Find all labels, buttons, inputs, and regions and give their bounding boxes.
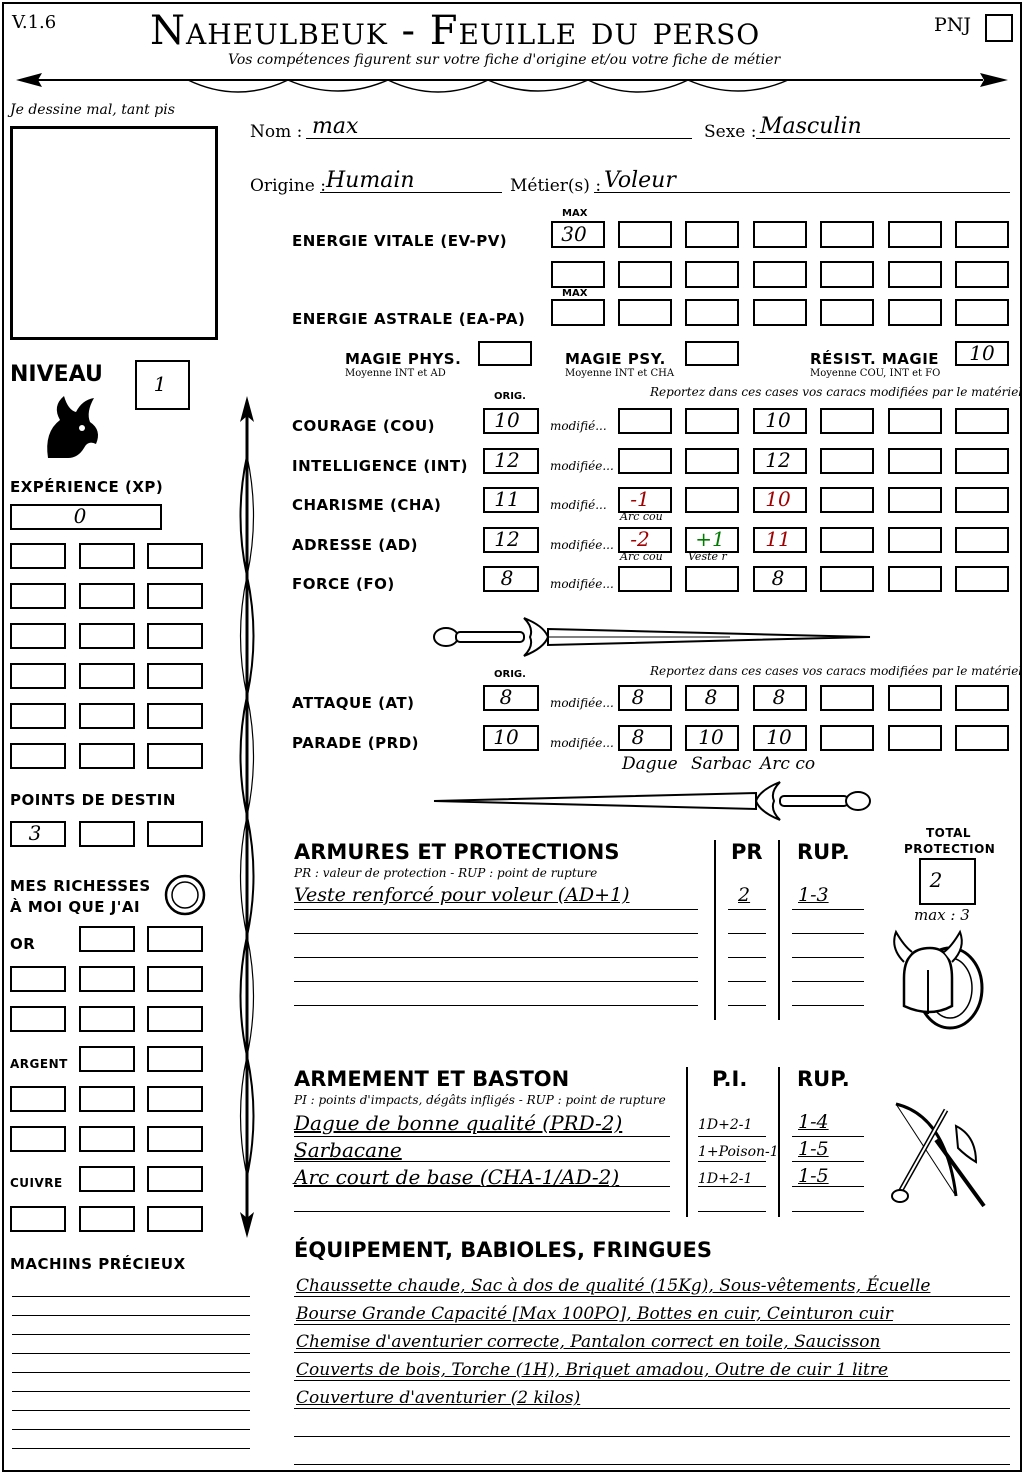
arme-pi-line[interactable] xyxy=(698,1136,766,1137)
ev-box[interactable] xyxy=(888,261,942,288)
ea-box[interactable] xyxy=(820,299,874,326)
cuivre-label: CUIVRE xyxy=(10,1176,63,1190)
machins-line[interactable] xyxy=(12,1410,250,1411)
sexe-value[interactable]: Masculin xyxy=(760,114,862,139)
ev-box[interactable] xyxy=(955,221,1009,248)
arme-rup[interactable]: 1-5 xyxy=(798,1138,829,1160)
ea-box[interactable] xyxy=(753,299,807,326)
ev-box[interactable] xyxy=(685,221,739,248)
equipement-line[interactable] xyxy=(294,1408,1010,1409)
armure-line[interactable] xyxy=(294,957,698,958)
xp-box[interactable] xyxy=(147,583,203,609)
money-box[interactable] xyxy=(10,1206,66,1232)
combat-mod-1[interactable]: 8 xyxy=(631,685,645,709)
xp-box[interactable] xyxy=(10,623,66,649)
carac-mod-box[interactable] xyxy=(820,566,874,592)
carac-mod-3[interactable]: 8 xyxy=(771,566,785,590)
metier-label: Métier(s) : xyxy=(510,176,602,196)
armure-rup[interactable]: 1-3 xyxy=(798,884,829,906)
carac-mod-box[interactable] xyxy=(618,566,672,592)
arme-pi[interactable]: 1+Poison-1 xyxy=(698,1144,779,1160)
xp-box[interactable] xyxy=(79,623,135,649)
carac-orig-value[interactable]: 10 xyxy=(494,408,520,432)
destin-label: POINTS DE DESTIN xyxy=(10,791,176,809)
armure-rup-line[interactable] xyxy=(792,909,864,910)
niveau-value[interactable]: 1 xyxy=(153,372,167,396)
armure-pr-line[interactable] xyxy=(728,981,766,982)
armement-divider xyxy=(778,1067,780,1217)
ea-box[interactable] xyxy=(551,299,605,326)
arme-pi-line[interactable] xyxy=(698,1161,766,1162)
money-box[interactable] xyxy=(79,966,135,992)
armure-line[interactable] xyxy=(294,933,698,934)
carac-mod-box[interactable] xyxy=(888,408,942,434)
sword-icon xyxy=(430,614,876,660)
xp-label: EXPÉRIENCE (XP) xyxy=(10,478,164,496)
carac-orig-value[interactable]: 11 xyxy=(494,487,520,511)
combat-mod-1[interactable]: 8 xyxy=(631,725,645,749)
carac-mod-box[interactable] xyxy=(888,448,942,474)
weapon-note: Dague xyxy=(622,754,678,774)
sexe-label: Sexe : xyxy=(704,122,757,142)
equipement-text[interactable]: Chaussette chaude, Sac à dos de qualité (15Kg), Sous-vêtements, Écuelle xyxy=(296,1276,931,1296)
magie-phys-note: Moyenne INT et AD xyxy=(345,368,446,379)
origine-value[interactable]: Humain xyxy=(326,168,415,193)
richesses-label-2: À MOI QUE J'AI xyxy=(10,898,141,916)
carac-mod-box[interactable] xyxy=(955,527,1009,553)
machins-line[interactable] xyxy=(12,1296,250,1297)
money-box[interactable] xyxy=(147,1046,203,1072)
ev-box[interactable] xyxy=(753,261,807,288)
pnj-checkbox[interactable] xyxy=(985,14,1013,42)
resist-magie-note: Moyenne COU, INT et FO xyxy=(810,368,941,379)
armures-divider xyxy=(714,840,716,1020)
money-box[interactable] xyxy=(79,926,135,952)
carac-mod-box[interactable] xyxy=(820,408,874,434)
total-protection-label-2: PROTECTION xyxy=(904,842,996,856)
xp-box[interactable] xyxy=(10,663,66,689)
money-box[interactable] xyxy=(79,1206,135,1232)
carac-mod-2[interactable]: +1 xyxy=(695,527,725,551)
combat-modif-label: modifiée... xyxy=(550,736,614,750)
origine-label: Origine : xyxy=(250,176,326,196)
armures-title: ARMURES ET PROTECTIONS xyxy=(294,840,620,864)
combat-mod-box[interactable] xyxy=(888,685,942,711)
carac-mod-3[interactable]: 12 xyxy=(765,448,791,472)
weapon-note: Arc co xyxy=(760,754,816,774)
equipement-text[interactable]: Couverts de bois, Torche (1H), Briquet amadou, Outre de cuir 1 litre xyxy=(296,1360,889,1380)
total-protection-label-1: TOTAL xyxy=(926,826,972,840)
ev-box[interactable] xyxy=(551,261,605,288)
armure-pr-line[interactable] xyxy=(728,957,766,958)
portrait-caption: Je dessine mal, tant pis xyxy=(10,102,175,118)
combat-label: ATTAQUE (AT) xyxy=(292,694,415,712)
money-box[interactable] xyxy=(147,1166,203,1192)
dragon-icon xyxy=(38,392,104,462)
combat-orig-value[interactable]: 10 xyxy=(493,725,519,749)
carac-mod-box[interactable] xyxy=(685,566,739,592)
carac-mod-box[interactable] xyxy=(820,448,874,474)
helmet-shield-icon xyxy=(890,928,990,1036)
total-protection-max: max : 3 xyxy=(914,906,970,924)
xp-box[interactable] xyxy=(79,663,135,689)
argent-label: ARGENT xyxy=(10,1057,68,1071)
xp-box[interactable] xyxy=(147,623,203,649)
carac-mod-box[interactable] xyxy=(820,527,874,553)
arme-rup-line[interactable] xyxy=(792,1161,864,1162)
pi-label: P.I. xyxy=(712,1067,748,1091)
machins-line[interactable] xyxy=(12,1391,250,1392)
combat-label: PARADE (PRD) xyxy=(292,734,420,752)
ev-box[interactable] xyxy=(618,261,672,288)
carac-mod-box[interactable] xyxy=(618,448,672,474)
carac-modif-label: modifié... xyxy=(550,498,607,512)
caracs-orig-label: ORIG. xyxy=(494,391,526,402)
arme-line[interactable] xyxy=(294,1136,670,1137)
armure-rup-line[interactable] xyxy=(792,981,864,982)
armure-pr-line[interactable] xyxy=(728,909,766,910)
combat-mod-3[interactable]: 8 xyxy=(772,685,786,709)
arme-pi[interactable]: 1D+2-1 xyxy=(698,1171,753,1187)
money-box[interactable] xyxy=(147,966,203,992)
xp-box[interactable] xyxy=(147,543,203,569)
magie-phys-box[interactable] xyxy=(478,341,532,366)
xp-box[interactable] xyxy=(10,583,66,609)
version: V.1.6 xyxy=(12,12,57,33)
money-box[interactable] xyxy=(10,1126,66,1152)
combat-mod-box[interactable] xyxy=(955,685,1009,711)
arme-name[interactable]: Dague de bonne qualité (PRD-2) xyxy=(294,1111,623,1135)
money-box[interactable] xyxy=(79,1086,135,1112)
pnj-label: PNJ xyxy=(934,14,972,36)
armure-rup-line[interactable] xyxy=(792,957,864,958)
armure-rup-line[interactable] xyxy=(792,1005,864,1006)
combat-mod-3[interactable]: 10 xyxy=(766,725,792,749)
carac-orig-value[interactable]: 12 xyxy=(494,527,520,551)
arme-rup[interactable]: 1-5 xyxy=(798,1165,829,1187)
money-box[interactable] xyxy=(147,1086,203,1112)
machins-label: MACHINS PRÉCIEUX xyxy=(10,1255,186,1273)
carac-mod-3[interactable]: 10 xyxy=(765,487,791,511)
ev-value[interactable]: 30 xyxy=(561,222,587,246)
xp-box[interactable] xyxy=(79,583,135,609)
nom-line xyxy=(306,134,692,139)
machins-line[interactable] xyxy=(12,1334,250,1335)
xp-box[interactable] xyxy=(147,743,203,769)
arme-rup-line[interactable] xyxy=(792,1211,864,1212)
resist-magie-label: RÉSIST. MAGIE xyxy=(810,350,940,368)
arme-rup-line[interactable] xyxy=(792,1136,864,1137)
equipement-text[interactable]: Bourse Grande Capacité [Max 100PO], Bottes en cuir, Ceinturon cuir xyxy=(296,1304,893,1324)
money-box[interactable] xyxy=(147,1126,203,1152)
equipement-line[interactable] xyxy=(294,1296,1010,1297)
carac-label: CHARISME (CHA) xyxy=(292,496,442,514)
arme-pi[interactable]: 1D+2-1 xyxy=(698,1117,753,1133)
armure-line[interactable] xyxy=(294,1005,698,1006)
nom-label: Nom : xyxy=(250,122,303,142)
armement-rup-label: RUP. xyxy=(797,1067,850,1091)
ea-label: ENERGIE ASTRALE (EA-PA) xyxy=(292,310,526,328)
carac-modif-label: modifiée... xyxy=(550,577,614,591)
combat-mod-2[interactable]: 10 xyxy=(698,725,724,749)
arme-line[interactable] xyxy=(294,1211,670,1212)
carac-modif-label: modifiée... xyxy=(550,538,614,552)
carac-mod-box[interactable] xyxy=(685,408,739,434)
portrait-box[interactable] xyxy=(10,126,218,340)
money-box[interactable] xyxy=(147,926,203,952)
money-box[interactable] xyxy=(79,1046,135,1072)
carac-note-1: Arc cou xyxy=(620,510,663,523)
ev-box[interactable] xyxy=(820,221,874,248)
xp-value[interactable]: 0 xyxy=(73,504,87,528)
or-label: OR xyxy=(10,935,36,953)
total-protection-value[interactable]: 2 xyxy=(929,868,943,892)
destin-box-3[interactable] xyxy=(147,821,203,847)
armures-note: PR : valeur de protection - RUP : point de rupture xyxy=(294,866,598,880)
magie-psy-label: MAGIE PSY. xyxy=(565,350,666,368)
combat-mod-box[interactable] xyxy=(820,685,874,711)
combat-modif-label: modifiée... xyxy=(550,696,614,710)
carac-mod-box[interactable] xyxy=(685,487,739,513)
armement-divider xyxy=(686,1067,688,1217)
spear-icon xyxy=(232,396,262,1238)
carac-mod-box[interactable] xyxy=(955,487,1009,513)
machins-line[interactable] xyxy=(12,1353,250,1354)
combat-mod-box[interactable] xyxy=(955,725,1009,751)
ea-box[interactable] xyxy=(955,299,1009,326)
armure-rup-line[interactable] xyxy=(792,933,864,934)
ev-max-label: MAX xyxy=(562,208,588,219)
carac-mod-1[interactable]: -1 xyxy=(630,487,650,511)
carac-mod-box[interactable] xyxy=(955,408,1009,434)
carac-modif-label: modifiée... xyxy=(550,459,614,473)
money-box[interactable] xyxy=(10,1086,66,1112)
carac-mod-box[interactable] xyxy=(888,527,942,553)
xp-box[interactable] xyxy=(79,743,135,769)
machins-line[interactable] xyxy=(12,1429,250,1430)
resist-magie-value[interactable]: 10 xyxy=(969,341,995,365)
destin-box-2[interactable] xyxy=(79,821,135,847)
money-box[interactable] xyxy=(10,1006,66,1032)
weapon-note: Sarbac xyxy=(691,754,752,774)
combat-orig-value[interactable]: 8 xyxy=(499,685,513,709)
money-box[interactable] xyxy=(10,966,66,992)
armement-title: ARMEMENT ET BASTON xyxy=(294,1067,570,1091)
page-subtitle: Vos compétences figurent sur votre fiche d'origine et/ou votre fiche de métier xyxy=(228,52,781,68)
pr-label: PR xyxy=(731,840,763,864)
carac-mod-box[interactable] xyxy=(618,408,672,434)
arme-name[interactable]: Arc court de base (CHA-1/AD-2) xyxy=(294,1165,620,1189)
money-box[interactable] xyxy=(79,1006,135,1032)
equipement-title: ÉQUIPEMENT, BABIOLES, FRINGUES xyxy=(294,1238,712,1262)
destin-value[interactable]: 3 xyxy=(28,821,42,845)
money-box[interactable] xyxy=(79,1166,135,1192)
carac-note-1: Arc cou xyxy=(620,550,663,563)
xp-box[interactable] xyxy=(10,703,66,729)
armure-line[interactable] xyxy=(294,981,698,982)
combat-mod-2[interactable]: 8 xyxy=(704,685,718,709)
ea-box[interactable] xyxy=(685,299,739,326)
money-box[interactable] xyxy=(147,1006,203,1032)
machins-line[interactable] xyxy=(12,1372,250,1373)
xp-box[interactable] xyxy=(79,543,135,569)
machins-line[interactable] xyxy=(12,1448,250,1449)
carac-orig-value[interactable]: 8 xyxy=(500,566,514,590)
nom-value[interactable]: max xyxy=(312,114,359,139)
carac-mod-3[interactable]: 11 xyxy=(765,527,791,551)
armures-divider xyxy=(778,840,780,1020)
carac-label: INTELLIGENCE (INT) xyxy=(292,457,468,475)
carac-mod-box[interactable] xyxy=(955,566,1009,592)
richesses-label-1: MES RICHESSES xyxy=(10,877,151,895)
ev-box[interactable] xyxy=(685,261,739,288)
weapons-icon xyxy=(886,1096,992,1212)
ev-box[interactable] xyxy=(618,221,672,248)
sword-icon xyxy=(430,778,876,824)
ev-label: ENERGIE VITALE (EV-PV) xyxy=(292,232,508,250)
ev-box[interactable] xyxy=(888,221,942,248)
carac-mod-box[interactable] xyxy=(685,448,739,474)
magie-phys-label: MAGIE PHYS. xyxy=(345,350,462,368)
carac-label: COURAGE (COU) xyxy=(292,417,436,435)
carac-mod-box[interactable] xyxy=(888,566,942,592)
machins-line[interactable] xyxy=(12,1315,250,1316)
arme-name[interactable]: Sarbacane xyxy=(294,1138,402,1162)
niveau-label: NIVEAU xyxy=(10,362,103,387)
carac-label: ADRESSE (AD) xyxy=(292,536,419,554)
armure-name[interactable]: Veste renforcé pour voleur (AD+1) xyxy=(294,884,630,906)
equipement-line[interactable] xyxy=(294,1380,1010,1381)
combat-orig-label: ORIG. xyxy=(494,669,526,680)
armure-pr-line[interactable] xyxy=(728,933,766,934)
armure-line[interactable] xyxy=(294,909,698,910)
carac-modif-label: modifié... xyxy=(550,419,607,433)
money-box[interactable] xyxy=(147,1206,203,1232)
magie-psy-note: Moyenne INT et CHA xyxy=(565,368,675,379)
xp-box[interactable] xyxy=(79,703,135,729)
equipement-line[interactable] xyxy=(294,1464,1010,1465)
carac-mod-box[interactable] xyxy=(888,487,942,513)
arme-pi-line[interactable] xyxy=(698,1211,766,1212)
carac-note-2: Veste r xyxy=(688,550,727,563)
ea-box[interactable] xyxy=(618,299,672,326)
carac-mod-box[interactable] xyxy=(820,487,874,513)
xp-box[interactable] xyxy=(10,543,66,569)
carac-orig-value[interactable]: 12 xyxy=(494,448,520,472)
ea-max-label: MAX xyxy=(562,288,588,299)
xp-box[interactable] xyxy=(10,743,66,769)
metier-value[interactable]: Voleur xyxy=(604,168,676,193)
coin-icon xyxy=(163,873,207,917)
carac-label: FORCE (FO) xyxy=(292,575,395,593)
xp-box[interactable] xyxy=(147,703,203,729)
xp-box[interactable] xyxy=(147,663,203,689)
equipement-line[interactable] xyxy=(294,1352,1010,1353)
magie-psy-box[interactable] xyxy=(685,341,739,366)
equipement-line[interactable] xyxy=(294,1436,1010,1437)
combat-mod-box[interactable] xyxy=(888,725,942,751)
ev-box[interactable] xyxy=(753,221,807,248)
armure-pr-line[interactable] xyxy=(728,1005,766,1006)
equipement-line[interactable] xyxy=(294,1324,1010,1325)
ev-box[interactable] xyxy=(955,261,1009,288)
equipement-text[interactable]: Chemise d'aventurier correcte, Pantalon correct en toile, Saucisson xyxy=(296,1332,881,1352)
arme-rup[interactable]: 1-4 xyxy=(798,1111,829,1133)
armement-note: PI : points d'impacts, dégâts infligés - RUP : point de rupture xyxy=(294,1093,666,1107)
page-title: Naheulbeuk - Feuille du perso xyxy=(150,8,761,54)
equipement-text[interactable]: Couverture d'aventurier (2 kilos) xyxy=(296,1388,581,1408)
ea-box[interactable] xyxy=(888,299,942,326)
carac-mod-1[interactable]: -2 xyxy=(630,527,650,551)
rup-label: RUP. xyxy=(797,840,850,864)
carac-mod-box[interactable] xyxy=(955,448,1009,474)
armure-pr[interactable]: 2 xyxy=(738,884,751,906)
caracs-report-note: Reportez dans ces cases vos caracs modifiées par le matériel xyxy=(650,385,1023,399)
ev-box[interactable] xyxy=(820,261,874,288)
combat-report-note: Reportez dans ces cases vos caracs modifiées par le matériel xyxy=(650,664,1023,678)
money-box[interactable] xyxy=(79,1126,135,1152)
combat-mod-box[interactable] xyxy=(820,725,874,751)
carac-mod-3[interactable]: 10 xyxy=(765,408,791,432)
